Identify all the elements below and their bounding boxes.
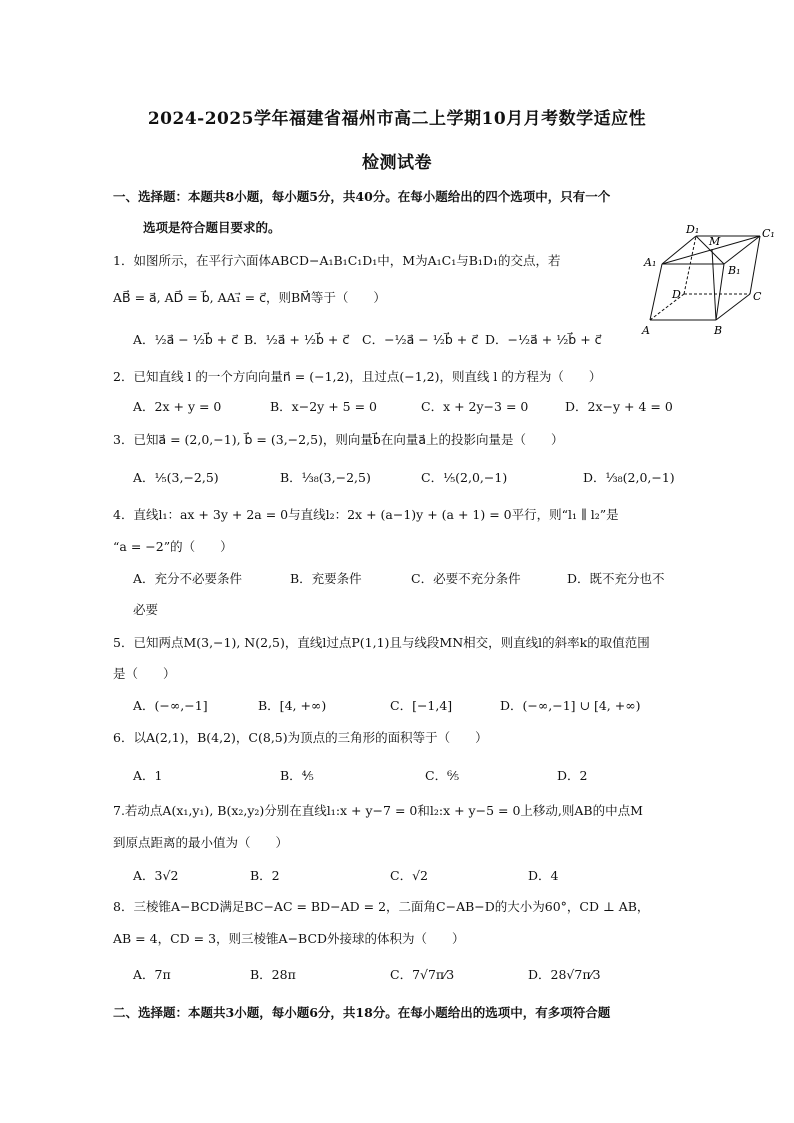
q2-option-a: A．2x + y = 0 [133,399,222,414]
segment-BM [712,249,716,320]
q7-option-b: B．2 [250,868,280,883]
label-B1: B₁ [728,264,741,277]
q8-stem-line1: 8．三棱锥A−BCD满足BC−AC = BD−AD = 2，二面角C−AB−D的大小为60°，CD ⊥ AB， [113,899,650,914]
q2-stem: 2．已知直线 l 的一个方向向量n⃗ = (−1,2)，且过点(−1,2)，则直线 l 的方程为（ ） [113,369,602,384]
q5-option-d: D．(−∞,−1] ∪ [4, +∞) [500,698,641,713]
q8-option-d: D．28√7π⁄3 [528,967,601,982]
q5-option-a: A．(−∞,−1] [133,698,208,713]
label-D: D [672,288,681,301]
q1-option-d: D．−½a⃗ + ½b⃗ + c⃗ [485,332,602,347]
edge-CC1 [750,236,760,294]
q4-option-c: C．必要不充分条件 [411,571,521,586]
q1-stem-line1: 1．如图所示，在平行六面体ABCD−A₁B₁C₁D₁中，M为A₁C₁与B₁D₁的交点，若 [113,253,561,268]
q7-option-c: C．√2 [390,868,428,883]
q2-option-c: C．x + 2y−3 = 0 [421,399,529,414]
q6-option-c: C．⁶⁄₅ [425,768,460,783]
q6-option-b: B．⁴⁄₅ [280,768,314,783]
q8-stem-line2: AB = 4，CD = 3，则三棱锥A−BCD外接球的体积为（ ） [113,931,465,946]
q1-stem-line2: AB⃗ = a⃗, AD⃗ = b⃗, AA₁⃗ = c⃗，则BM⃗等于（ ） [113,290,386,305]
q7-option-d: D．4 [528,868,559,883]
label-C: C [753,290,762,303]
label-M: M [709,235,721,248]
q4-stem-line2: “a = −2”的（ ） [113,539,233,554]
q3-option-a: A．⅕(3,−2,5) [133,470,219,485]
q1-option-a: A．½a⃗ − ½b⃗ + c⃗ [133,332,239,347]
edge-AA1 [650,264,662,320]
label-B: B [714,324,723,337]
q6-option-d: D．2 [557,768,588,783]
label-A1: A₁ [644,256,657,269]
q3-stem: 3．已知a⃗ = (2,0,−1), b⃗ = (3,−2,5)，则向量b⃗在向量a⃗上的投影向量是（ ） [113,432,564,447]
section1-heading-line1: 一、选择题：本题共8小题，每小题5分，共40分。在每小题给出的四个选项中，只有一个 [113,189,611,204]
q7-stem-line1: 7.若动点A(x₁,y₁), B(x₂,y₂)分别在直线l₁:x + y−7 = 0和l₂:x + y−5 = 0上移动,则AB的中点M [113,803,643,818]
section2-heading-line1: 二、选择题：本题共3小题，每小题6分，共18分。在每小题给出的选项中，有多项符合题 [113,1005,611,1020]
q4-option-b: B．充要条件 [290,571,362,586]
parallelepiped-figure [638,222,778,342]
q8-option-c: C．7√7π⁄3 [390,967,455,982]
q8-option-a: A．7π [133,967,171,982]
q7-stem-line2: 到原点距离的最小值为（ ） [113,835,289,850]
exam-title-line1: 2024-2025学年福建省福州市高二上学期10月月考数学适应性 [147,109,647,129]
exam-title-line2: 检测试卷 [362,153,432,173]
edge-BC [716,294,750,320]
q4-option-d: D．既不充分也不 [567,571,665,586]
q6-stem: 6．以A(2,1)，B(4,2)，C(8,5)为顶点的三角形的面积等于（ ） [113,730,488,745]
q2-option-d: D．2x−y + 4 = 0 [565,399,673,414]
q7-option-a: A．3√2 [133,868,179,883]
q2-option-b: B．x−2y + 5 = 0 [270,399,377,414]
q1-option-c: C．−½a⃗ − ½b⃗ + c⃗ [362,332,479,347]
q4-stem-line1: 4．直线l₁：ax + 3y + 2a = 0与直线l₂：2x + (a−1)y + (a + 1) = 0平行，则“l₁ ∥ l₂”是 [113,507,619,522]
q3-option-d: D．¹⁄₃₈(2,0,−1) [583,470,675,485]
q4-option-a: A．充分不必要条件 [133,571,243,586]
label-D1: D₁ [686,223,700,236]
q3-option-c: C．⅕(2,0,−1) [421,470,508,485]
edge-BB1 [716,264,724,320]
q5-option-c: C．[−1,4] [390,698,453,713]
q5-stem-line2: 是（ ） [113,666,176,681]
q5-stem-line1: 5．已知两点M(3,−1), N(2,5)，直线l过点P(1,1)且与线段MN相交，则直线l的斜率k的取值范围 [113,635,650,650]
section1-heading-line2: 选项是符合题目要求的。 [143,220,281,235]
q8-option-b: B．28π [250,967,296,982]
edge-B1C1 [724,236,760,264]
edge-A1D1 [662,236,696,264]
q1-option-b: B．½a⃗ + ½b⃗ + c⃗ [244,332,350,347]
q4-option-d-cont: 必要 [133,602,159,617]
label-C1: C₁ [762,227,775,240]
q3-option-b: B．¹⁄₃₈(3,−2,5) [280,470,371,485]
q6-option-a: A．1 [133,768,163,783]
label-A: A [642,324,650,337]
q5-option-b: B．[4, +∞) [258,698,327,713]
